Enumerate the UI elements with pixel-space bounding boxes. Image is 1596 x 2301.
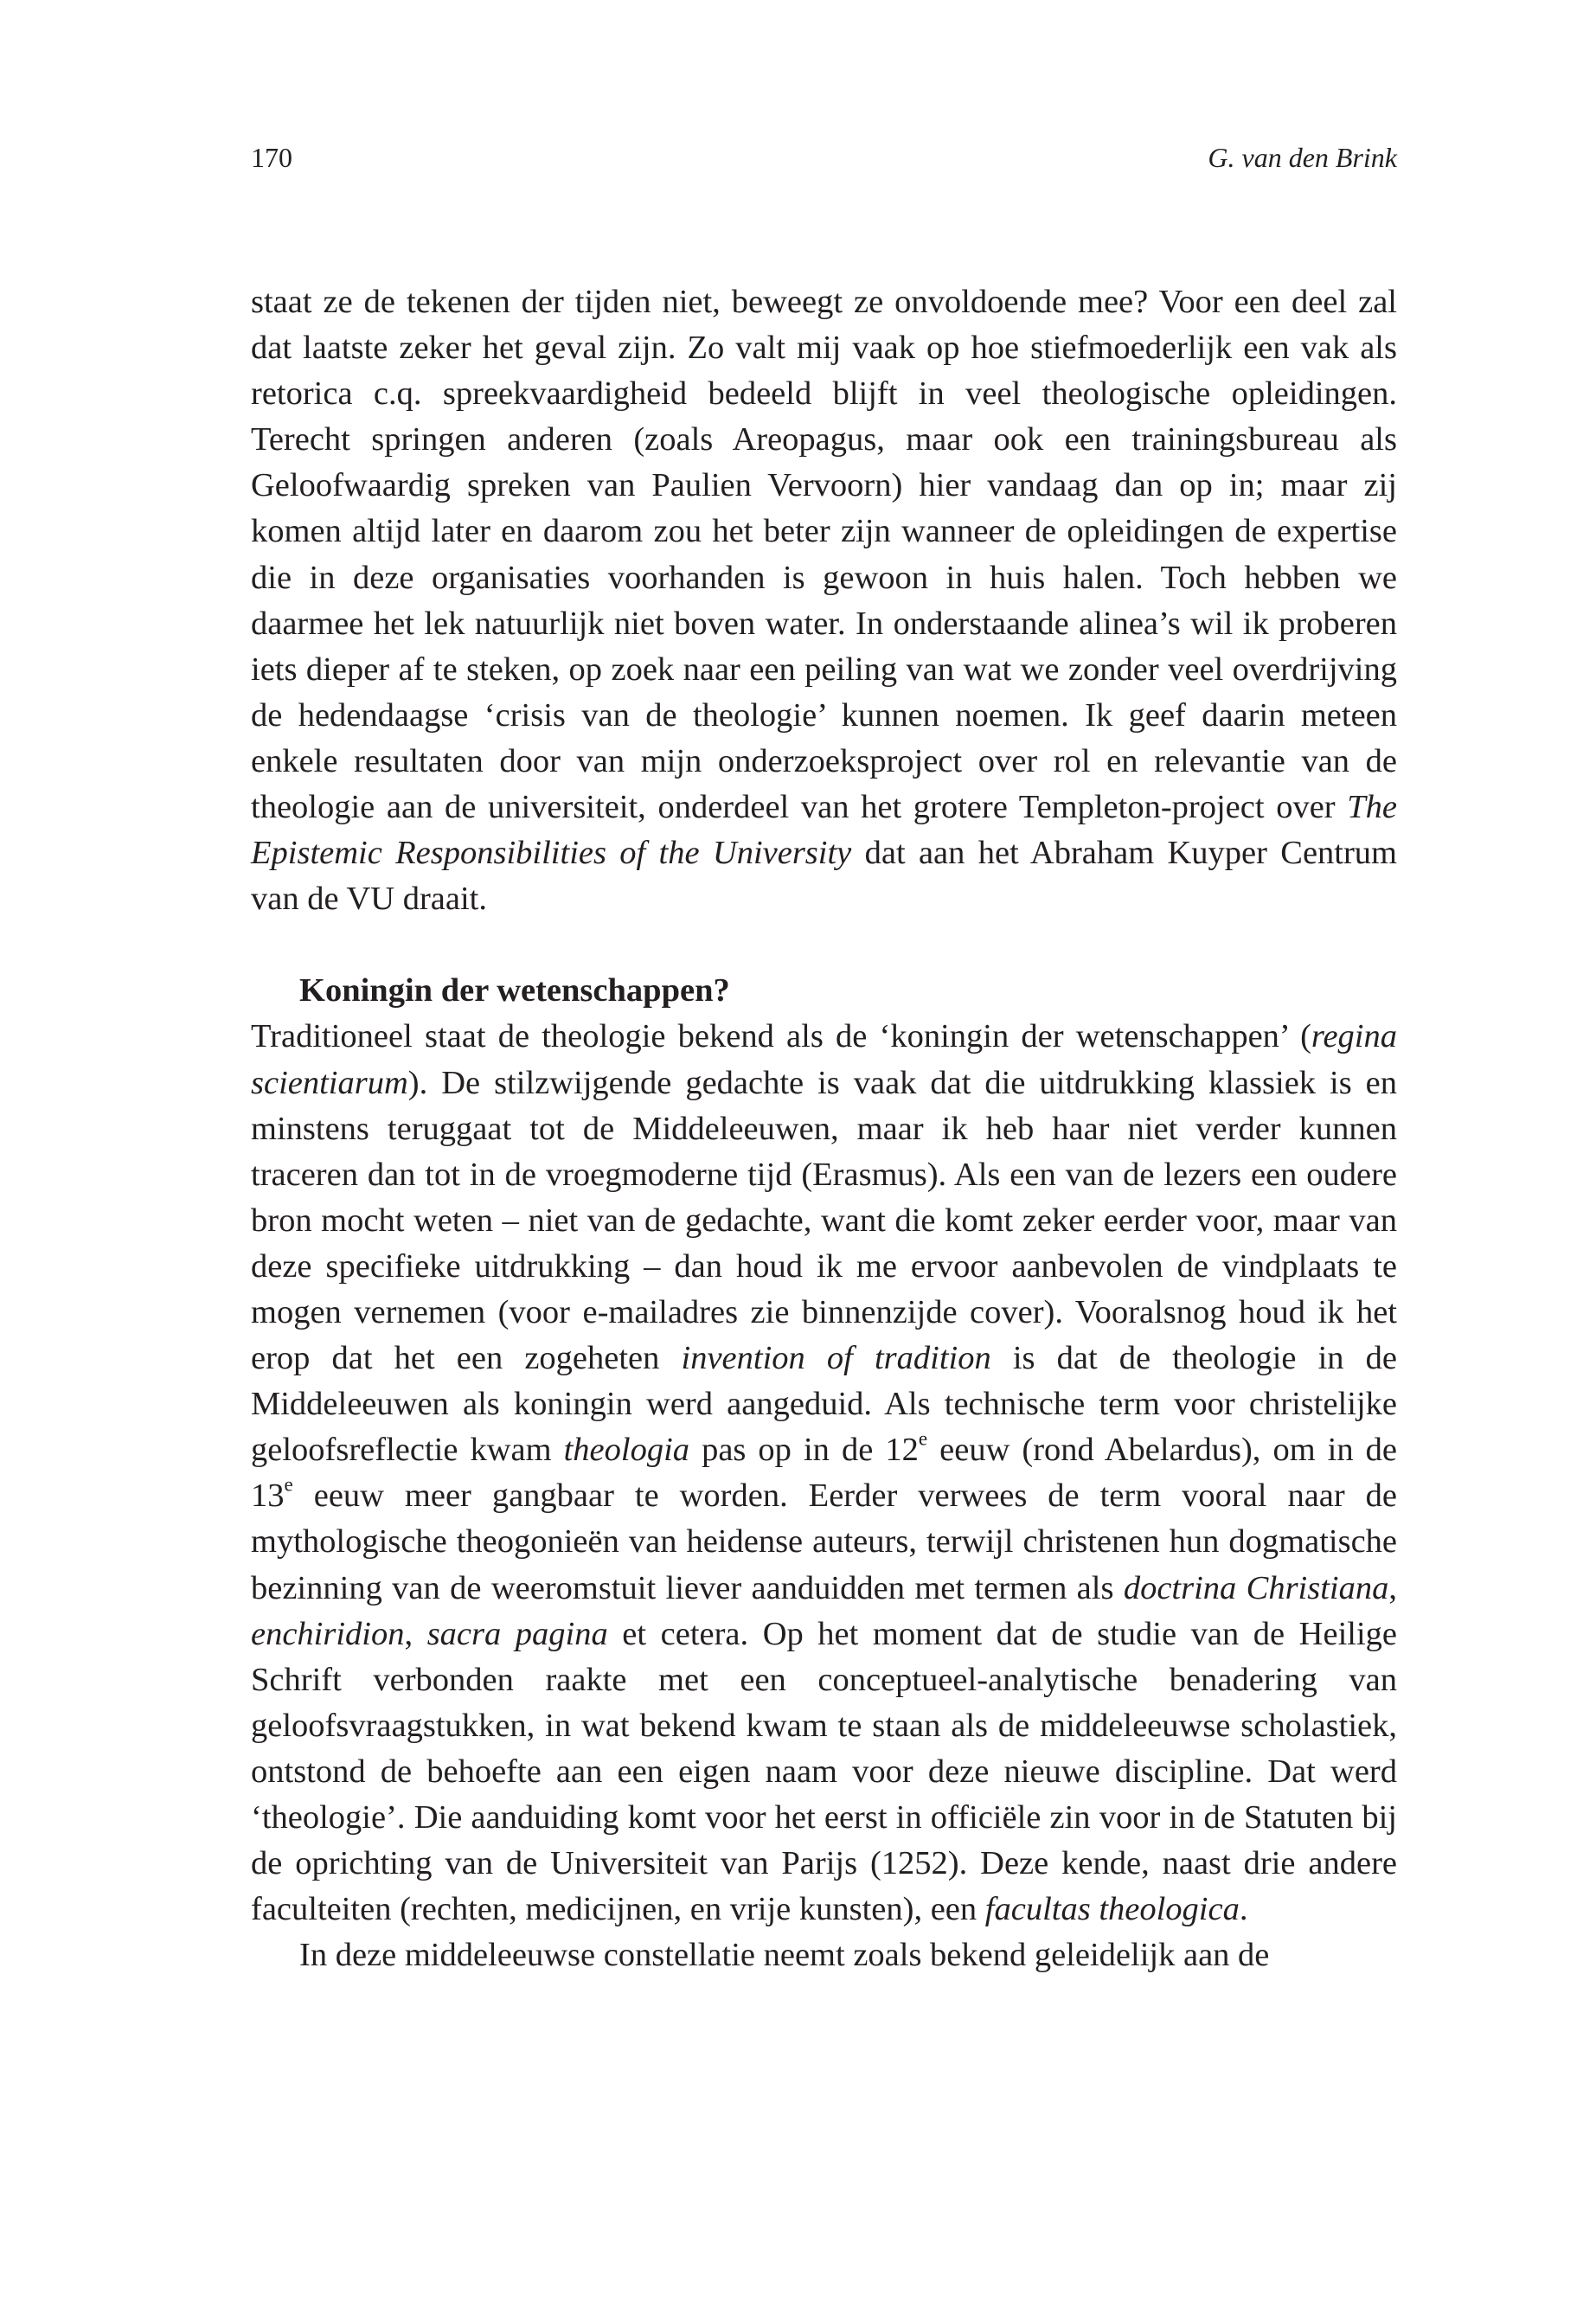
section-heading: Koningin der wetenschappen? <box>299 972 730 1009</box>
running-head-author: G. van den Brink <box>1208 142 1397 173</box>
page-number: 170 <box>251 142 292 173</box>
body-text <box>251 279 1397 1978</box>
paragraph-continued: staat ze de tekenen der tijden niet, beweegt ze onvoldoende mee? Voor een deel zal dat laatste zeker het geval zijn. Zo valt mij vaak op hoe stiefmoederlijk een vak als retorica c.q. spreekvaardigheid bedeeld blijft in veel theologische opleidingen. Terecht springen anderen (zoals Areopagus, maar ook een trainingsbureau als Geloofwaardig spreken van Paulien Vervoorn) hier vandaag dan op in; maar zij komen altijd later en daarom zou het beter zijn wanneer de opleidingen de expertise die in deze organisaties voorhanden is gewoon in huis halen. Toch hebben we daarmee het lek natuurlijk niet boven water. In onderstaande alinea’s wil ik proberen iets dieper af te steken, op zoek naar een peiling van wat we zonder veel overdrijving de hedendaagse ‘crisis van de theologie’ kunnen noemen. Ik geef daarin meteen enkele resultaten door van mijn onderzoeksproject over rol en relevantie van de theologie aan de universiteit, onderdeel van het grotere Templeton-project over The Epistemic Responsibilities of the University dat aan het Abraham Kuyper Centrum van de VU draait. <box>251 284 1398 918</box>
superscript-e: e <box>284 1473 293 1497</box>
italic-title: The Epistemic Responsibilities of the University <box>251 789 1397 872</box>
running-head <box>251 138 1397 176</box>
superscript-e: e <box>918 1426 928 1450</box>
paragraph-section-start: Traditioneel staat de theologie bekend als de ‘koningin der wetenschappen’ (regina scientiarum). De stilzwijgende gedachte is vaak dat die uitdrukking klassiek is en minstens teruggaat tot de Middeleeuwen, maar ik heb haar niet verder kunnen traceren dan tot in de vroegmoderne tijd (Erasmus). Als een van de lezers een oudere bron mocht weten – niet van de gedachte, want die komt zeker eerder voor, maar van deze specifieke uitdrukking – dan houd ik me ervoor aanbevolen de vindplaats te mogen vernemen (voor e-mailadres zie binnenzijde cover). Vooralsnog houd ik het erop dat het een zogeheten invention of tradition is dat de theologie in de Middeleeuwen als koningin werd aangeduid. Als technische term voor christelijke geloofsreflectie kwam theologia pas op in de 12e eeuw (rond Abelardus), om in de 13e eeuw meer gangbaar te worden. Eerder verwees de term vooral naar de mythologische theogonieën van heidense auteurs, terwijl christenen hun dogmatische bezinning van de weeromstuit liever aanduidden met termen als doctrina Christiana, enchiridion, sacra pagina et cetera. Op het moment dat de studie van de Heilige Schrift verbonden raakte met een conceptueel-analytische benadering van geloofsvraagstukken, in wat bekend kwam te staan als de middeleeuwse scholastiek, ontstond de behoefte aan een eigen naam voor deze nieuwe discipline. Dat werd ‘theologie’. Die aanduiding komt voor het eerst in officiële zin voor in de Statuten bij de oprichting van de Universiteit van Parijs (1252). Deze kende, naast drie andere faculteiten (rechten, medicijnen, en vrije kunsten), een facultas theologica. <box>251 1018 1398 1928</box>
paragraph-indented: In deze middeleeuwse constellatie neemt zoals bekend geleidelijk aan de <box>299 1937 1270 1974</box>
